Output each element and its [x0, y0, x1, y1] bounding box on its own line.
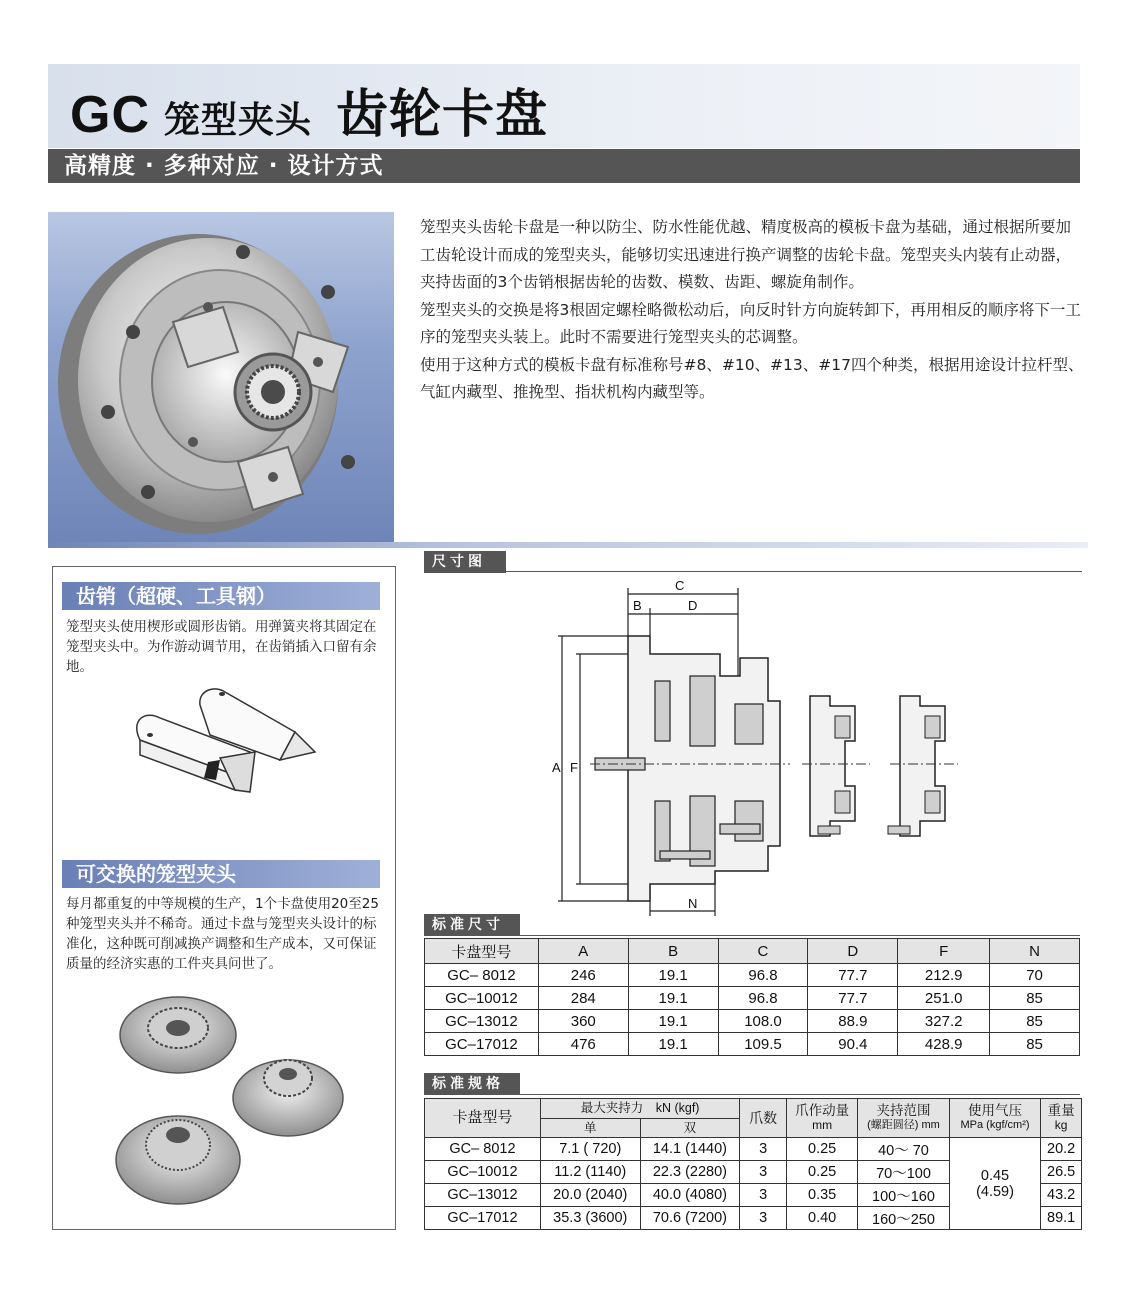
cell: 96.8 — [718, 987, 808, 1010]
spec-header-row-1 — [425, 1099, 1082, 1119]
dims-tab-line — [520, 935, 1080, 936]
col-n: N — [990, 939, 1080, 964]
cage-chucks-illustration — [110, 990, 350, 1220]
table-header-row — [425, 939, 1080, 964]
cell: 90.4 — [808, 1033, 898, 1056]
table-row — [425, 964, 1080, 987]
intro-text — [420, 214, 1084, 407]
cell: 3 — [740, 1138, 787, 1161]
cell: 428.9 — [898, 1033, 990, 1056]
col-a: A — [538, 939, 628, 964]
cell: 70～100 — [858, 1161, 950, 1184]
dimensions-table — [424, 938, 1080, 1056]
cell: 160～250 — [858, 1207, 950, 1230]
cell: GC– 8012 — [425, 1138, 541, 1161]
cell: 35.3 (3600) — [540, 1207, 640, 1230]
dims-tab: 标准尺寸 — [424, 914, 520, 936]
cell: GC–17012 — [425, 1033, 539, 1056]
cell: 26.5 — [1041, 1161, 1082, 1184]
spec-col-weight — [1041, 1099, 1082, 1138]
cell: 19.1 — [628, 1033, 718, 1056]
cell: 212.9 — [898, 964, 990, 987]
cell: GC–10012 — [425, 987, 539, 1010]
intro-paragraph-2: 笼型夹头的交换是将3根固定螺栓略微松动后，向反时针方向旋转卸下，再用相反的顺序将下一工序的笼型夹头装上。此时不需要进行笼型夹头的芯调整。 — [420, 300, 1081, 346]
chuck-photo-illustration — [48, 212, 394, 542]
intro-paragraph-1: 笼型夹头齿轮卡盘是一种以防尘、防水性能优越、精度极高的模板卡盘为基础，通过根据所要加工齿轮设计而成的笼型夹头，能够切实迅速进行换产调整的齿轮卡盘。笼型夹头内装有止动器，夹持齿面的3个齿销根据齿轮的齿数、模数、齿距、螺旋角制作。 — [420, 218, 1072, 291]
spec-col-stroke — [787, 1099, 858, 1138]
cell: 40.0 (4080) — [640, 1184, 740, 1207]
col-model: 卡盘型号 — [425, 939, 539, 964]
cell: GC–17012 — [425, 1207, 541, 1230]
cell: GC–13012 — [425, 1010, 539, 1033]
cell: 0.40 — [787, 1207, 858, 1230]
cell: 108.0 — [718, 1010, 808, 1033]
cell: 40～ 70 — [858, 1138, 950, 1161]
pressure-value: 0.45 — [980, 1167, 1010, 1184]
spec-tab-line — [520, 1094, 1080, 1095]
dim-label-n: N — [688, 896, 698, 911]
col-c: C — [718, 939, 808, 964]
spec-tab: 标准规格 — [424, 1073, 520, 1095]
cell: 20.2 — [1041, 1138, 1082, 1161]
cell: 360 — [538, 1010, 628, 1033]
spec-stroke-unit: mm — [812, 1118, 833, 1132]
cell: 476 — [538, 1033, 628, 1056]
cell: 327.2 — [898, 1010, 990, 1033]
col-b: B — [628, 939, 718, 964]
cell: 14.1 (1440) — [640, 1138, 740, 1161]
dim-label-b: B — [633, 598, 642, 613]
col-f: F — [898, 939, 990, 964]
section-text-cage: 每月都重复的中等规模的生产，1个卡盘使用20至25种笼型夹头并不稀奇。通过卡盘与笼型夹头设计的标准化，这种既可削减换产调整和生产成本，又可保证质量的经济实惠的工件夹具问世了。 — [66, 896, 379, 972]
cell: 3 — [740, 1184, 787, 1207]
dim-label-c: C — [675, 578, 685, 593]
cell: 0.35 — [787, 1184, 858, 1207]
cell: 246 — [538, 964, 628, 987]
spec-weight-unit: kg — [1054, 1118, 1068, 1132]
dimension-drawing — [540, 576, 960, 916]
dim-label-d: D — [688, 598, 698, 613]
cell: 77.7 — [808, 987, 898, 1010]
spec-pressure-unit: MPa (kgf/cm²) — [960, 1119, 1030, 1131]
cell: 88.9 — [808, 1010, 898, 1033]
spec-pressure-label: 使用气压 — [968, 1103, 1023, 1118]
cell: 19.1 — [628, 1010, 718, 1033]
section-text-pins: 笼型夹头使用楔形或圆形齿销。用弹簧夹将其固定在笼型夹头中。为作游动调节用，在齿销插入口留有余地。 — [66, 619, 377, 675]
specifications-table — [424, 1098, 1082, 1230]
cell: 85 — [990, 1010, 1080, 1033]
title-sub2: 齿轮卡盘 — [336, 85, 549, 145]
col-d: D — [808, 939, 898, 964]
spec-col-pressure — [949, 1099, 1041, 1138]
cell: 70 — [990, 964, 1080, 987]
cell: 77.7 — [808, 964, 898, 987]
pins-illustration — [120, 680, 330, 810]
page-title — [70, 72, 548, 147]
table-row — [425, 1138, 1082, 1161]
pressure-kgf: (4.59) — [976, 1183, 1014, 1200]
spec-col-force: 最大夹持力 kN (kgf) — [540, 1099, 739, 1119]
spec-range-unit: (螺距圆径) mm — [867, 1119, 940, 1131]
diagram-tab: 尺寸图 — [424, 551, 506, 573]
cell: 0.25 — [787, 1138, 858, 1161]
spec-col-range — [858, 1099, 950, 1138]
title-sub1: 笼型夹头 — [164, 100, 313, 141]
section-title-pins: 齿销（超硬、工具钢） — [62, 582, 380, 610]
dim-label-a: A — [552, 760, 561, 775]
cell: 109.5 — [718, 1033, 808, 1056]
dim-label-f: F — [570, 760, 578, 775]
cell: 22.3 (2280) — [640, 1161, 740, 1184]
hero-stripe — [48, 542, 1088, 548]
table-row — [425, 1010, 1080, 1033]
cell: GC–13012 — [425, 1184, 541, 1207]
cell: 11.2 (1140) — [540, 1161, 640, 1184]
table-row — [425, 987, 1080, 1010]
spec-col-model: 卡盘型号 — [425, 1099, 541, 1138]
spec-weight-label: 重量 — [1047, 1103, 1075, 1118]
cell: 251.0 — [898, 987, 990, 1010]
cell: GC–10012 — [425, 1161, 541, 1184]
cell: 3 — [740, 1207, 787, 1230]
table-row — [425, 1033, 1080, 1056]
title-model: GC — [70, 86, 150, 144]
cell: 89.1 — [1041, 1207, 1082, 1230]
cell: 96.8 — [718, 964, 808, 987]
cell: 70.6 (7200) — [640, 1207, 740, 1230]
spec-stroke-label: 爪作动量 — [795, 1103, 850, 1118]
cell: 19.1 — [628, 987, 718, 1010]
cell: 284 — [538, 987, 628, 1010]
spec-col-double: 双 — [640, 1118, 740, 1138]
spec-range-label: 夹持范围 — [876, 1103, 931, 1118]
section-title-cage: 可交换的笼型夹头 — [62, 860, 380, 888]
cell: 100～160 — [858, 1184, 950, 1207]
subtitle-bar: 高精度 · 多种对应 · 设计方式 — [48, 149, 1080, 183]
cell: 3 — [740, 1161, 787, 1184]
cell: 85 — [990, 987, 1080, 1010]
spec-col-jaws: 爪数 — [740, 1099, 787, 1138]
cell: 0.25 — [787, 1161, 858, 1184]
cell: 43.2 — [1041, 1184, 1082, 1207]
cell: 19.1 — [628, 964, 718, 987]
intro-paragraph-3: 使用于这种方式的模板卡盘有标准称号#8、#10、#13、#17四个种类，根据用途设计拉杆型、气缸内藏型、推挽型、指状机构内藏型等。 — [420, 355, 1084, 401]
cell: 7.1 ( 720) — [540, 1138, 640, 1161]
hero-chuck-image — [48, 212, 394, 542]
diagram-tab-line — [506, 571, 1082, 572]
cell: 20.0 (2040) — [540, 1184, 640, 1207]
pressure-cell — [949, 1138, 1041, 1230]
cell: 85 — [990, 1033, 1080, 1056]
spec-col-single: 单 — [540, 1118, 640, 1138]
cell: GC– 8012 — [425, 964, 539, 987]
